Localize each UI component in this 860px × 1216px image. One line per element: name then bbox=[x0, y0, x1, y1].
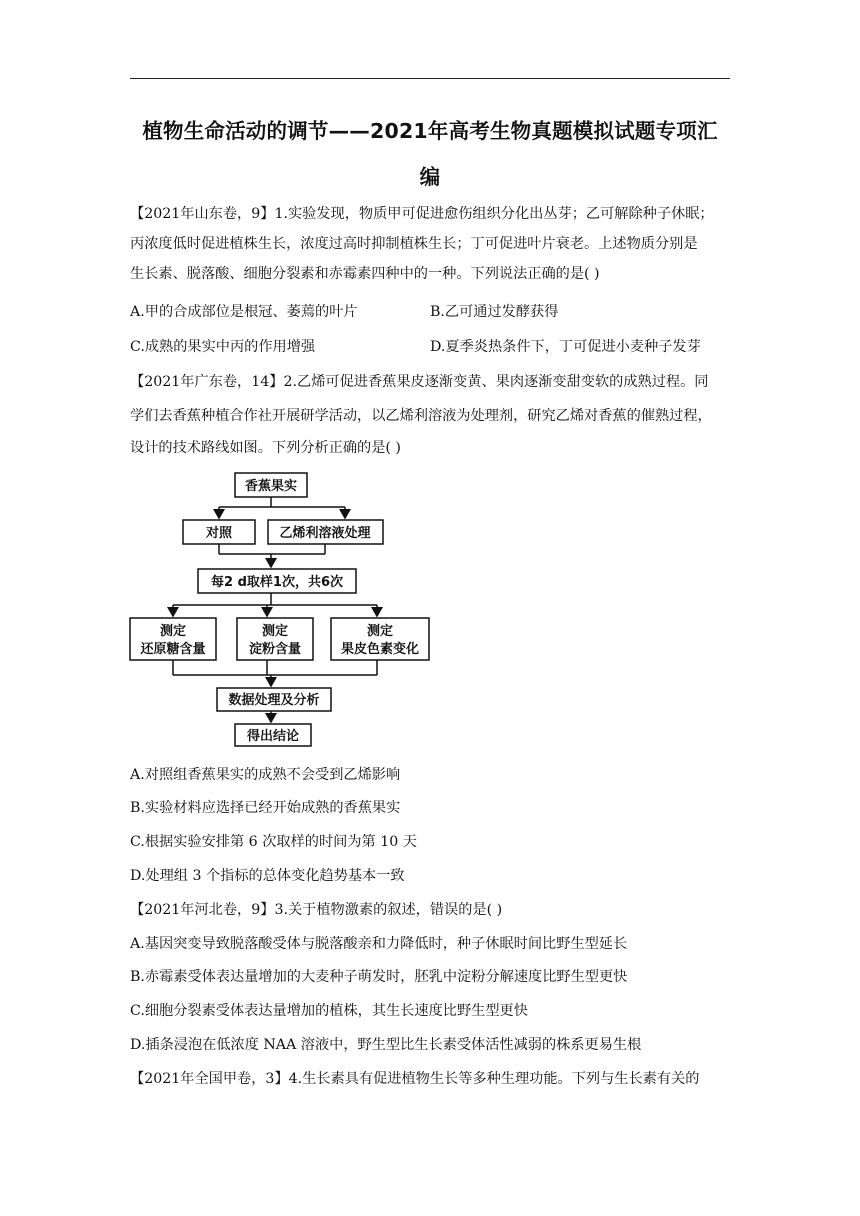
page-title: 植物生命活动的调节——2021年高考生物真题模拟试题专项汇 bbox=[142, 119, 718, 143]
diagram-label-measure-2a: 测定 bbox=[261, 624, 289, 639]
q2-option-c: C.根据实验安排第 6 次取样的时间为第 10 天 bbox=[130, 834, 417, 850]
q1-option-d: D.夏季炎热条件下，丁可促进小麦种子发芽 bbox=[430, 339, 701, 355]
technical-route-diagram bbox=[125, 468, 435, 753]
q2-option-a: A.对照组香蕉果实的成熟不会受到乙烯影响 bbox=[130, 767, 401, 783]
diagram-label-root: 香蕉果实 bbox=[244, 479, 298, 494]
diagram-label-treatment: 乙烯利溶液处理 bbox=[279, 526, 371, 541]
q2-option-b: B.实验材料应选择已经开始成熟的香蕉果实 bbox=[130, 800, 401, 816]
q1-option-b: B.乙可通过发酵获得 bbox=[430, 304, 559, 320]
q3-option-c: C.细胞分裂素受体表达量增加的植株，其生长速度比野生型更快 bbox=[130, 1003, 528, 1019]
diagram-label-analysis: 数据处理及分析 bbox=[228, 693, 320, 708]
diagram-label-measure-3b: 果皮色素变化 bbox=[340, 642, 420, 657]
q2-stem-line-1: 【2021年广东卷，14】2.乙烯可促进香蕉果皮逐渐变黄、果肉逐渐变甜变软的成熟过程。同 bbox=[130, 374, 709, 390]
diagram-label-measure-1a: 测定 bbox=[159, 624, 187, 639]
q3-option-b: B.赤霉素受体表达量增加的大麦种子萌发时，胚乳中淀粉分解速度比野生型更快 bbox=[130, 969, 628, 985]
q2-stem-line-3: 设计的技术路线如图。下列分析正确的是( ) bbox=[130, 440, 401, 456]
q3-stem: 【2021年河北卷，9】3.关于植物激素的叙述，错误的是( ) bbox=[130, 902, 503, 918]
diagram-label-measure-2b: 淀粉含量 bbox=[248, 642, 302, 657]
q2-stem-line-2: 学们去香蕉种植合作社开展研学活动，以乙烯利溶液为处理剂，研究乙烯对香蕉的催熟过程， bbox=[130, 408, 712, 424]
page-title-continued: 编 bbox=[419, 165, 441, 189]
q4-stem: 【2021年全国甲卷，3】4.生长素具有促进植物生长等多种生理功能。下列与生长素有关的 bbox=[130, 1071, 700, 1087]
q1-option-c: C.成熟的果实中丙的作用增强 bbox=[130, 339, 316, 355]
diagram-label-control: 对照 bbox=[205, 526, 233, 541]
q1-stem-line-1: 【2021年山东卷，9】1.实验发现，物质甲可促进愈伤组织分化出丛芽；乙可解除种子休眠； bbox=[130, 206, 714, 222]
diagram-label-measure-3a: 测定 bbox=[366, 624, 394, 639]
diagram-label-conclusion: 得出结论 bbox=[246, 729, 300, 744]
q1-option-a: A.甲的合成部位是根冠、萎蔫的叶片 bbox=[130, 304, 358, 320]
q2-option-d: D.处理组 3 个指标的总体变化趋势基本一致 bbox=[130, 868, 405, 884]
diagram-label-sampling: 每2 d取样1次，共6次 bbox=[211, 575, 343, 590]
q3-option-d: D.插条浸泡在低浓度 NAA 溶液中，野生型比生长素受体活性减弱的株系更易生根 bbox=[130, 1037, 642, 1053]
header-rule bbox=[130, 78, 730, 79]
diagram-label-measure-1b: 还原糖含量 bbox=[140, 642, 206, 657]
q1-stem-line-3: 生长素、脱落酸、细胞分裂素和赤霉素四种中的一种。下列说法正确的是( ) bbox=[130, 266, 600, 282]
q1-stem-line-2: 丙浓度低时促进植株生长，浓度过高时抑制植株生长；丁可促进叶片衰老。上述物质分别是 bbox=[130, 236, 698, 252]
q3-option-a: A.基因突变导致脱落酸受体与脱落酸亲和力降低时，种子休眠时间比野生型延长 bbox=[130, 936, 628, 952]
